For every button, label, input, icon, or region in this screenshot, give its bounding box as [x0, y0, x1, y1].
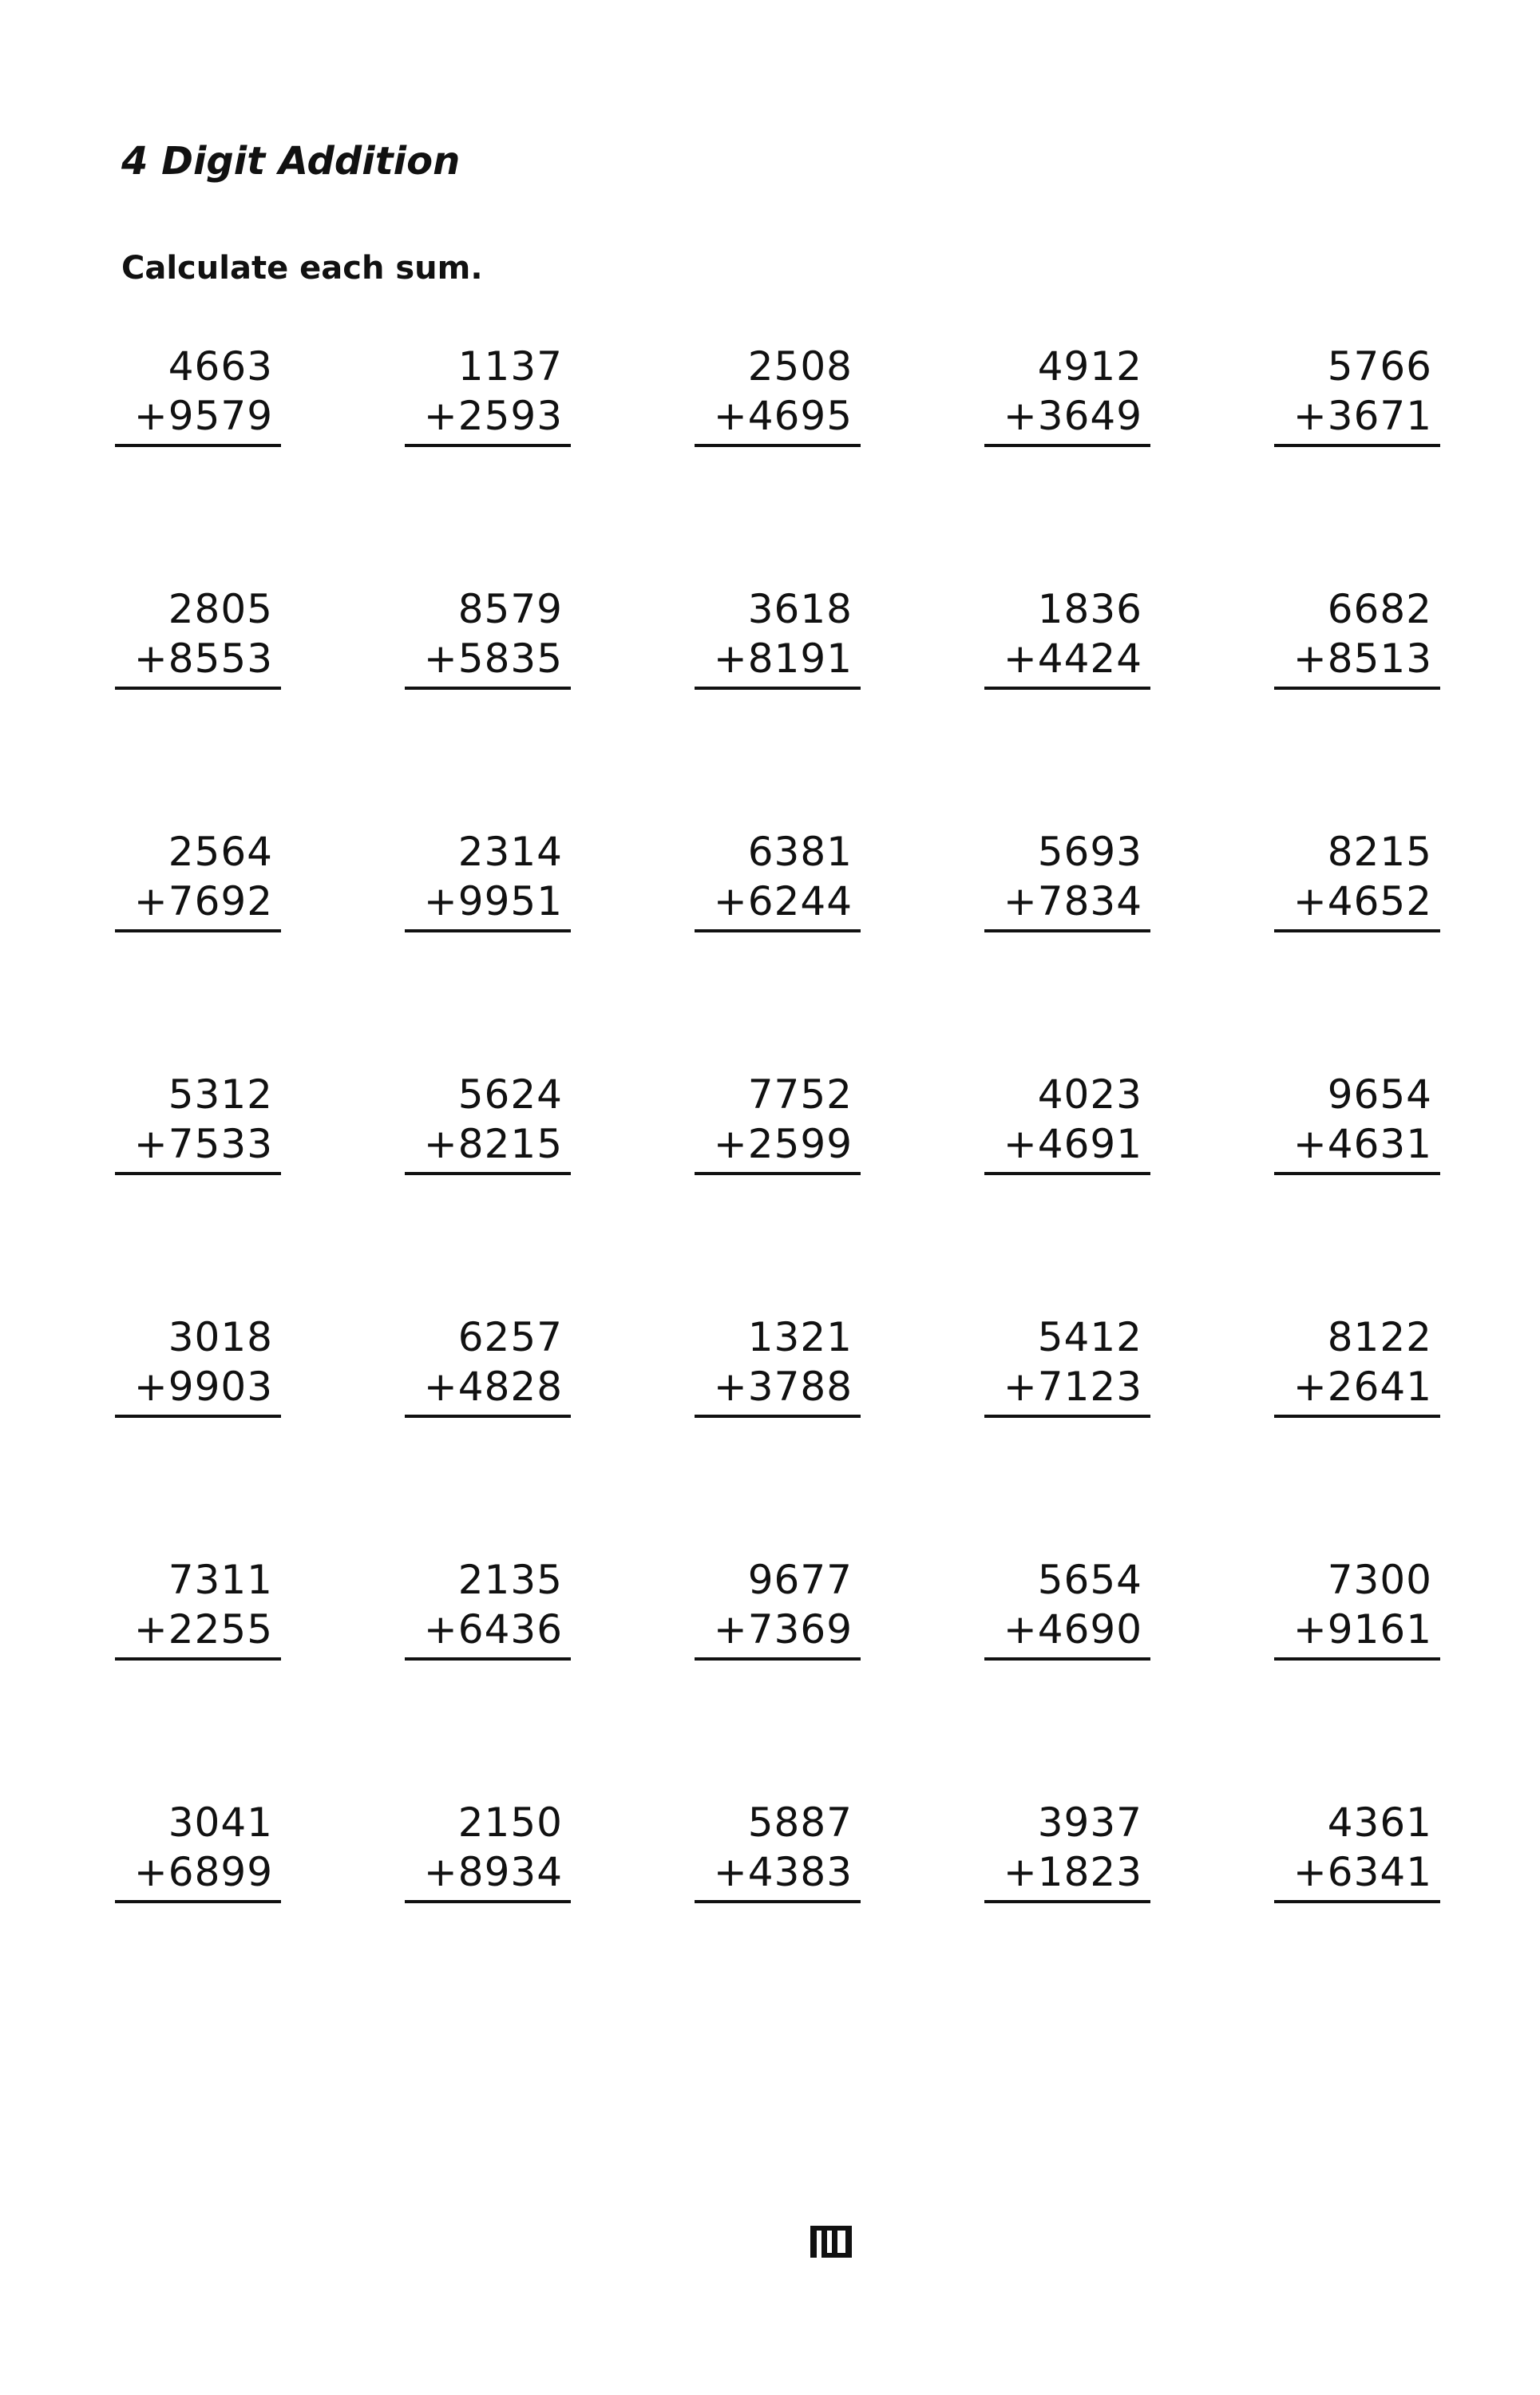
sum-line: [405, 687, 571, 690]
addend-bottom: +2255: [133, 1606, 273, 1653]
sum-line: [115, 929, 281, 932]
addend-bottom: +7369: [713, 1606, 853, 1653]
sum-line: [405, 444, 571, 447]
addition-problem: [405, 1557, 571, 1664]
addend-bottom: +4652: [1293, 878, 1432, 924]
sum-line: [405, 1900, 571, 1903]
addition-problem: [984, 1557, 1150, 1664]
sum-line: [1274, 1415, 1440, 1418]
sum-line: [115, 1657, 281, 1661]
worksheet-instructions: Calculate each sum.: [121, 250, 483, 287]
addition-problem: [695, 586, 861, 693]
addend-bottom: +9951: [423, 878, 563, 924]
addend-top: 9677: [747, 1557, 853, 1603]
addend-bottom: +8513: [1293, 635, 1432, 682]
addend-top: 4361: [1327, 1799, 1432, 1846]
addition-problem: [1274, 343, 1440, 450]
addition-problem: [405, 1071, 571, 1178]
addend-top: 6381: [747, 829, 853, 875]
addition-problem: [115, 343, 281, 450]
addition-problem: [405, 1799, 571, 1906]
addend-bottom: +5835: [423, 635, 563, 682]
addition-problem: [984, 1799, 1150, 1906]
addition-problem: [405, 1314, 571, 1421]
addend-top: 8122: [1327, 1314, 1432, 1360]
addend-top: 4912: [1037, 343, 1142, 390]
addition-problem: [405, 829, 571, 936]
addend-bottom: +4424: [1003, 635, 1142, 682]
sum-line: [405, 1172, 571, 1175]
sum-line: [115, 1415, 281, 1418]
addition-problem: [695, 1314, 861, 1421]
sum-line: [984, 1657, 1150, 1661]
addition-problem: [695, 1799, 861, 1906]
addend-top: 7752: [747, 1071, 853, 1118]
sum-line: [695, 1900, 861, 1903]
sum-line: [695, 1657, 861, 1661]
addend-top: 1321: [747, 1314, 853, 1360]
addend-top: 5312: [168, 1071, 273, 1118]
addend-bottom: +6899: [133, 1849, 273, 1895]
addition-problem: [115, 829, 281, 936]
addend-bottom: +3649: [1003, 393, 1142, 439]
addition-problem: [695, 1557, 861, 1664]
sum-line: [115, 1900, 281, 1903]
addend-bottom: +9161: [1293, 1606, 1432, 1653]
addend-bottom: +6244: [713, 878, 853, 924]
addition-problem: [1274, 1071, 1440, 1178]
addend-top: 4663: [168, 343, 273, 390]
addition-problem: [984, 343, 1150, 450]
addend-top: 2150: [457, 1799, 563, 1846]
sum-line: [115, 444, 281, 447]
sum-line: [1274, 444, 1440, 447]
addend-bottom: +8934: [423, 1849, 563, 1895]
addition-problem: [115, 586, 281, 693]
addend-top: 5412: [1037, 1314, 1142, 1360]
addend-bottom: +9579: [133, 393, 273, 439]
addend-bottom: +6436: [423, 1606, 563, 1653]
addend-top: 2805: [168, 586, 273, 632]
sum-line: [984, 1415, 1150, 1418]
addition-problem: [115, 1314, 281, 1421]
addend-top: 2135: [457, 1557, 563, 1603]
addend-bottom: +7123: [1003, 1364, 1142, 1410]
sum-line: [1274, 687, 1440, 690]
sum-line: [405, 1657, 571, 1661]
addend-top: 5654: [1037, 1557, 1142, 1603]
addend-top: 3937: [1037, 1799, 1142, 1846]
addition-problem: [1274, 586, 1440, 693]
addend-bottom: +2593: [423, 393, 563, 439]
addend-top: 3018: [168, 1314, 273, 1360]
addend-bottom: +7834: [1003, 878, 1142, 924]
addend-top: 5624: [457, 1071, 563, 1118]
addition-problem: [1274, 1557, 1440, 1664]
addend-top: 2314: [457, 829, 563, 875]
addend-bottom: +2641: [1293, 1364, 1432, 1410]
addition-problem: [1274, 1314, 1440, 1421]
sum-line: [984, 929, 1150, 932]
addend-top: 6682: [1327, 586, 1432, 632]
sum-line: [984, 687, 1150, 690]
addition-problem: [984, 829, 1150, 936]
addition-problem: [1274, 1799, 1440, 1906]
addend-bottom: +3671: [1293, 393, 1432, 439]
addend-bottom: +4631: [1293, 1121, 1432, 1167]
addition-problem: [115, 1071, 281, 1178]
addend-top: 1137: [457, 343, 563, 390]
sum-line: [695, 444, 861, 447]
addend-top: 5693: [1037, 829, 1142, 875]
sum-line: [984, 444, 1150, 447]
sum-line: [405, 1415, 571, 1418]
addition-problem: [405, 343, 571, 450]
addition-problem: [695, 1071, 861, 1178]
sum-line: [115, 1172, 281, 1175]
addend-bottom: +9903: [133, 1364, 273, 1410]
addend-bottom: +6341: [1293, 1849, 1432, 1895]
addend-bottom: +4695: [713, 393, 853, 439]
sum-line: [695, 687, 861, 690]
addend-top: 2508: [747, 343, 853, 390]
sum-line: [695, 1172, 861, 1175]
addition-problem: [1274, 829, 1440, 936]
addend-top: 3618: [747, 586, 853, 632]
addend-bottom: +2599: [713, 1121, 853, 1167]
addition-problem: [115, 1799, 281, 1906]
sum-line: [695, 929, 861, 932]
addend-bottom: +4828: [423, 1364, 563, 1410]
addend-bottom: +1823: [1003, 1849, 1142, 1895]
addend-top: 4023: [1037, 1071, 1142, 1118]
addend-bottom: +4383: [713, 1849, 853, 1895]
sum-line: [115, 687, 281, 690]
sum-line: [405, 929, 571, 932]
addend-top: 6257: [457, 1314, 563, 1360]
addend-top: 9654: [1327, 1071, 1432, 1118]
sum-line: [1274, 929, 1440, 932]
addend-top: 7311: [168, 1557, 273, 1603]
addend-bottom: +4691: [1003, 1121, 1142, 1167]
addition-problem: [405, 586, 571, 693]
addend-bottom: +4690: [1003, 1606, 1142, 1653]
addition-problem: [984, 1071, 1150, 1178]
addition-problem: [984, 586, 1150, 693]
addition-problem: [115, 1557, 281, 1664]
sum-line: [1274, 1900, 1440, 1903]
addend-top: 3041: [168, 1799, 273, 1846]
addend-top: 2564: [168, 829, 273, 875]
sum-line: [695, 1415, 861, 1418]
sum-line: [1274, 1172, 1440, 1175]
addition-problem: [695, 829, 861, 936]
addend-top: 5766: [1327, 343, 1432, 390]
addend-bottom: +8191: [713, 635, 853, 682]
addend-bottom: +8215: [423, 1121, 563, 1167]
worksheet-title: 4 Digit Addition: [121, 139, 461, 184]
addend-bottom: +3788: [713, 1364, 853, 1410]
sum-line: [1274, 1657, 1440, 1661]
addend-top: 5887: [747, 1799, 853, 1846]
publisher-logo-icon: [810, 2226, 852, 2258]
sum-line: [984, 1900, 1150, 1903]
addend-top: 8215: [1327, 829, 1432, 875]
addend-bottom: +8553: [133, 635, 273, 682]
addend-bottom: +7533: [133, 1121, 273, 1167]
addend-top: 1836: [1037, 586, 1142, 632]
addition-problem: [695, 343, 861, 450]
addend-bottom: +7692: [133, 878, 273, 924]
sum-line: [984, 1172, 1150, 1175]
addend-top: 8579: [457, 586, 563, 632]
addend-top: 7300: [1327, 1557, 1432, 1603]
addition-problem: [984, 1314, 1150, 1421]
